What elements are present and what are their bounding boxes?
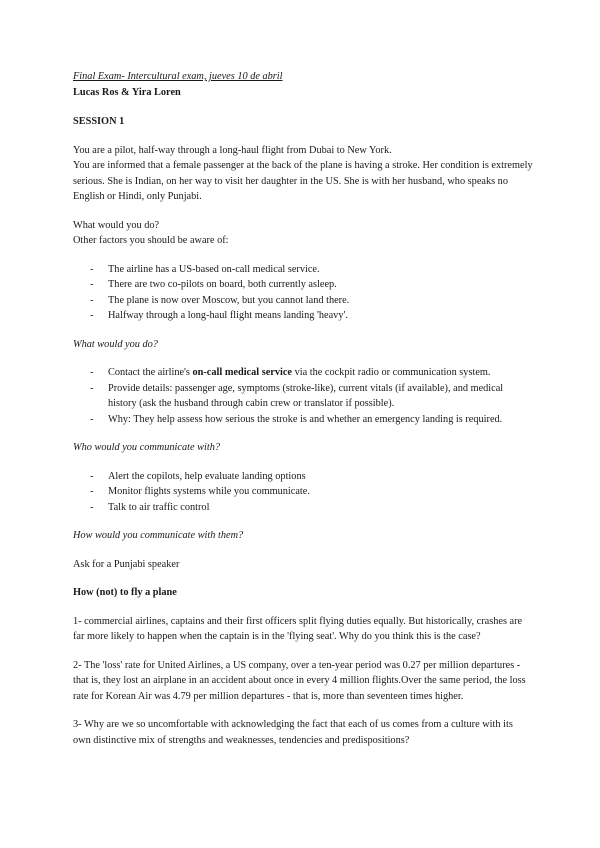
actions-list <box>73 365 533 427</box>
fly-heading: How (not) to fly a plane <box>73 587 177 598</box>
document-authors: Lucas Ros & Yira Loren <box>73 86 181 98</box>
fly-paragraph-3: 3- Why are we so uncomfortable with acknowledging the fact that each of us comes from a culture with its own distinctive mix of strengths and weaknesses, tendencies and predispositions? <box>73 719 513 746</box>
list-item: - The airline has a US-based on-call medical service. <box>73 262 533 278</box>
list-item: - Talk to air traffic control <box>73 500 533 516</box>
prompt-question: What would you do? <box>73 219 160 231</box>
list-item: - Alert the copilots, help evaluate landing options <box>73 469 533 485</box>
action-1-post: via the cockpit radio or communication system. <box>292 367 491 378</box>
prompt-factors-intro: Other factors you should be aware of: <box>73 235 229 246</box>
document-title: Final Exam- Intercultural exam, jueves 10 de abril <box>73 71 283 82</box>
fly-paragraph-2: 2- The 'loss' rate for United Airlines, a US company, over a ten-year period was 0.27 per million departures - that is, they lost an airplane in an accident about once in every 4 million flights.Over the same period, the loss rate for Korean Air was 4.79 per million departures - that is, more than seventeen times higher. <box>73 659 526 702</box>
list-item: - Why: They help assess how serious the stroke is and whether an emergency landing is required. <box>73 412 533 428</box>
list-item: - Halfway through a long-haul flight means landing 'heavy'. <box>73 308 533 324</box>
scenario-block <box>73 143 533 205</box>
list-item: - The plane is now over Moscow, but you cannot land there. <box>73 293 533 309</box>
scenario-line-2: You are informed that a female passenger at the back of the plane is having a stroke. Her condition is extremely serious. She is Indian, on her way to visit her daughter in the US. She is with her husband, who speaks no English or Hindi, only Punjabi. <box>73 160 533 202</box>
scenario-line-1: You are a pilot, half-way through a long-haul flight from Dubai to New York. <box>73 144 392 156</box>
question-how-communicate: How would you communicate with them? <box>73 530 244 541</box>
session-heading: SESSION 1 <box>73 116 125 127</box>
prompt-block <box>73 218 533 249</box>
action-1-pre: Contact the airline's <box>108 367 193 378</box>
factors-list <box>73 262 533 324</box>
list-item: - There are two co-pilots on board, both currently asleep. <box>73 277 533 293</box>
action-1-bold: on-call medical service <box>192 367 293 378</box>
question-what-would-you-do: What would you do? <box>73 338 158 350</box>
list-item: - Provide details: passenger age, symptoms (stroke-like), current vitals (if available), and medical history (ask the husband through cabin crew or translator if possible). <box>73 381 533 412</box>
answer-how-communicate: Ask for a Punjabi speaker <box>73 558 180 570</box>
fly-paragraph-1: 1- commercial airlines, captains and their first officers split flying duties equally. But historically, crashes are far more likely to happen when the captain is in the 'flying seat'. Why do you think this is the case? <box>73 615 523 642</box>
question-who-communicate: Who would you communicate with? <box>73 442 220 453</box>
document-page <box>73 69 533 748</box>
list-item: - Monitor flights systems while you communicate. <box>73 484 533 500</box>
list-item <box>73 365 533 381</box>
communicate-list <box>73 469 533 516</box>
